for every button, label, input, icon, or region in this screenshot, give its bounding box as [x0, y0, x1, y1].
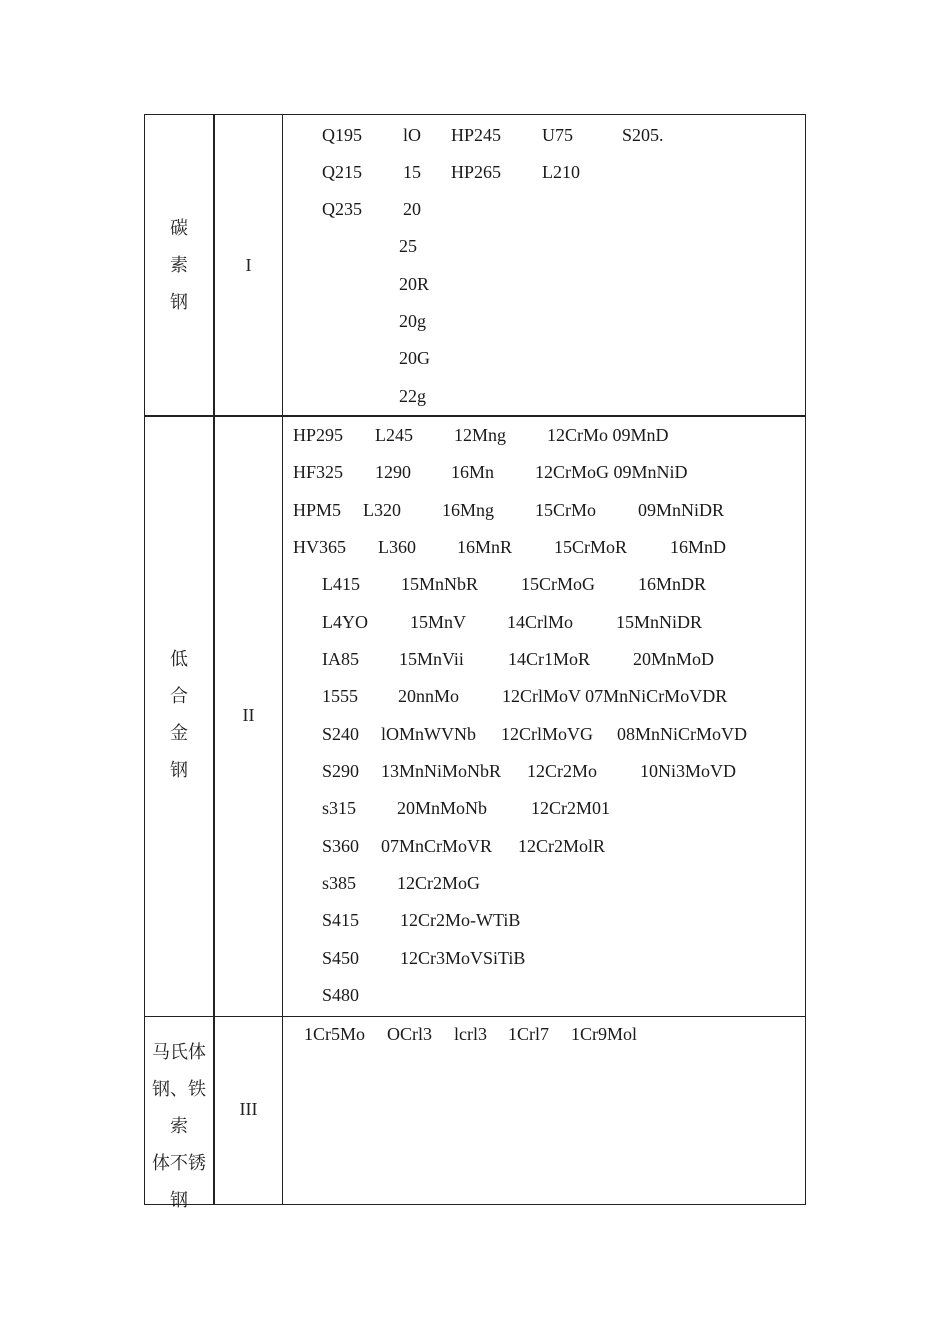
material-name: Q215 — [322, 162, 362, 182]
material-name: 12Cr2M01 — [531, 798, 611, 818]
material-name: L360 — [378, 537, 416, 557]
material-name: S360 — [322, 836, 360, 856]
material-name: S290 — [322, 761, 360, 781]
category-char: 金 — [170, 723, 188, 744]
material-name: 16MnR — [457, 537, 513, 557]
material-name: 14Cr1MoR — [508, 649, 591, 669]
category-char: 低 — [170, 649, 188, 670]
category-char: 合 — [170, 686, 188, 707]
material-name: HF325 — [293, 462, 344, 482]
material-name: 15CrMoR — [554, 537, 628, 557]
material-name: S240 — [322, 724, 360, 744]
category-char: 钢、铁索 — [152, 1079, 206, 1137]
material-name: 1Cr9Mol — [571, 1024, 638, 1044]
material-name: Q235 — [322, 199, 362, 219]
category-carbon-steel — [145, 210, 213, 321]
material-name: 20G — [399, 348, 430, 368]
material-name: 16Mng — [442, 500, 495, 520]
material-name: 1555 — [322, 686, 358, 706]
material-name: 12Cr2Mo-WTiB — [400, 910, 521, 930]
material-name: S415 — [322, 910, 360, 930]
material-name: 20 — [403, 199, 421, 219]
material-name: 12CrlMoVG — [501, 724, 594, 744]
category-low-alloy-steel — [145, 641, 213, 789]
material-name: HPM5 — [293, 500, 342, 520]
column-divider — [282, 115, 283, 1204]
material-name: 10Ni3MoVD — [640, 761, 737, 781]
material-name: 20R — [399, 274, 430, 294]
material-name: 1290 — [375, 462, 411, 482]
material-name: 15MnVii — [399, 649, 464, 669]
material-name: L415 — [322, 574, 360, 594]
material-name: 12Mng — [454, 425, 507, 445]
material-name: 16MnD — [670, 537, 727, 557]
material-name: S480 — [322, 985, 360, 1005]
material-name: Q195 — [322, 125, 362, 145]
material-name: 1Cr5Mo — [304, 1024, 366, 1044]
category-char: 钢 — [170, 760, 188, 781]
material-name: lcrl3 — [454, 1024, 487, 1044]
material-name: s315 — [322, 798, 357, 818]
material-name: 12Cr2MoG — [397, 873, 481, 893]
material-name: U75 — [542, 125, 573, 145]
category-char: 碳 — [170, 218, 188, 239]
material-name: 20g — [399, 311, 426, 331]
material-name: HP265 — [451, 162, 502, 182]
material-name: 15MnV — [410, 612, 467, 632]
material-name: 15MnNiDR — [616, 612, 703, 632]
material-name: L245 — [375, 425, 413, 445]
category-char: 素 — [170, 255, 188, 276]
material-name: L210 — [542, 162, 580, 182]
category-char: 马氏体 — [152, 1042, 206, 1063]
material-name: L4YO — [322, 612, 368, 632]
material-name: 16Mn — [451, 462, 495, 482]
material-name: 14CrlMo — [507, 612, 574, 632]
category-char: 钢 — [170, 292, 188, 313]
grade-label: I — [245, 255, 252, 275]
material-name: s385 — [322, 873, 357, 893]
material-name: 12Cr2MolR — [518, 836, 606, 856]
material-name: HV365 — [293, 537, 346, 557]
column-divider — [213, 115, 215, 1204]
material-name: lO — [403, 125, 421, 145]
steel-grade-table — [144, 114, 806, 1211]
material-name: 20MnMoD — [633, 649, 715, 669]
material-name: L320 — [363, 500, 401, 520]
material-name: 09MnNiDR — [638, 500, 725, 520]
category-stainless-steel — [145, 1034, 213, 1219]
grade-label: II — [242, 705, 255, 725]
material-name: 12Cr3MoVSiTiB — [400, 948, 526, 968]
material-name: 12CrMoG 09MnNiD — [535, 462, 688, 482]
material-name: 15MnNbR — [401, 574, 479, 594]
material-name: 12Cr2Mo — [527, 761, 598, 781]
material-name: HP295 — [293, 425, 344, 445]
material-name: 1Crl7 — [508, 1024, 550, 1044]
material-name: 12CrlMoV 07MnNiCrMoVDR — [502, 686, 728, 706]
material-name: 15CrMo — [535, 500, 597, 520]
material-name: 25 — [399, 236, 417, 256]
material-name: HP245 — [451, 125, 502, 145]
material-name: 15 — [403, 162, 421, 182]
material-name: lOMnWVNb — [381, 724, 476, 744]
material-name: 15CrMoG — [521, 574, 596, 594]
material-name: 12CrMo 09MnD — [547, 425, 669, 445]
material-name: 20nnMo — [398, 686, 460, 706]
row-divider — [145, 1016, 805, 1017]
material-name: 08MnNiCrMoVD — [617, 724, 748, 744]
material-name: 07MnCrMoVR — [381, 836, 493, 856]
grade-label: III — [239, 1099, 258, 1119]
row-divider — [145, 415, 805, 417]
material-name: S450 — [322, 948, 360, 968]
category-char: 体不锈 — [152, 1153, 206, 1174]
material-name: 16MnDR — [638, 574, 707, 594]
category-char: 钢 — [170, 1190, 188, 1211]
material-name: 20MnMoNb — [397, 798, 488, 818]
material-name: IA85 — [322, 649, 359, 669]
material-name: OCrl3 — [387, 1024, 432, 1044]
material-name: 13MnNiMoNbR — [381, 761, 502, 781]
material-name: S205. — [622, 125, 664, 145]
material-name: 22g — [399, 386, 426, 406]
